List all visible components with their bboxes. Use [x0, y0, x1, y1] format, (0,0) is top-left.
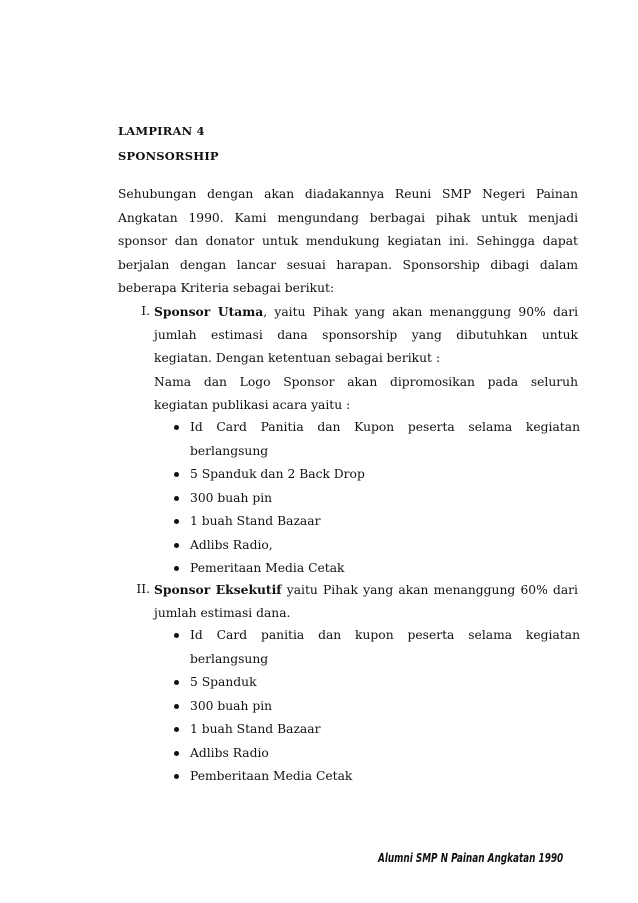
section-line: Sponsor Utama, yaitu Pihak yang akan menanggung 90% dari	[154, 304, 578, 319]
intro-paragraph	[118, 183, 578, 301]
bullet-icon	[174, 727, 179, 732]
section-numeral: I.	[141, 304, 150, 318]
intro-line: berjalan dengan lancar sesuai harapan. Sponsorship dibagi dalam	[118, 257, 578, 272]
section-numeral: II.	[136, 582, 150, 596]
list-item: Pemeritaan Media Cetak	[174, 557, 580, 581]
list-item: 1 buah Stand Bazaar	[174, 510, 580, 534]
heading-lampiran: LAMPIRAN 4	[118, 124, 205, 138]
bullet-icon	[174, 566, 179, 571]
bullet-icon	[174, 633, 179, 638]
list-item-continuation: berlangsung	[190, 443, 269, 458]
bullet-icon	[174, 704, 179, 709]
bullet-icon	[174, 425, 179, 430]
section-line: jumlah estimasi dana sponsorship yang dibutuhkan untuk	[154, 327, 578, 342]
list-item: Id Card Panitia dan Kupon peserta selama kegiatan	[174, 416, 580, 440]
list-item: Pemberitaan Media Cetak	[174, 765, 580, 789]
list-item: 300 buah pin	[174, 487, 580, 511]
section-line: Nama dan Logo Sponsor akan dipromosikan pada seluruh	[154, 374, 578, 389]
section-line: kegiatan. Dengan ketentuan sebagai berikut :	[154, 351, 441, 365]
list-item: Adlibs Radio,	[174, 534, 580, 558]
page-footer: Alumni SMP N Painan Angkatan 1990	[378, 851, 564, 865]
list-item: Adlibs Radio	[174, 742, 580, 766]
bullet-icon	[174, 519, 179, 524]
list-item-continuation: berlangsung	[190, 651, 269, 666]
section-title: Sponsor Eksekutif	[154, 582, 282, 597]
bullet-icon	[174, 751, 179, 756]
bullet-icon	[174, 774, 179, 779]
bullet-icon	[174, 472, 179, 477]
intro-line: beberapa Kriteria sebagai berikut:	[118, 281, 335, 295]
bullet-icon	[174, 680, 179, 685]
section-title: Sponsor Utama	[154, 304, 264, 319]
heading-sponsorship: SPONSORSHIP	[118, 149, 219, 163]
section-line: Sponsor Eksekutif yaitu Pihak yang akan menanggung 60% dari	[154, 582, 578, 597]
section-line: kegiatan publikasi acara yaitu :	[154, 398, 351, 412]
list-item: 5 Spanduk	[174, 671, 580, 695]
bullet-icon	[174, 543, 179, 548]
intro-line: Sehubungan dengan akan diadakannya Reuni SMP Negeri Painan	[118, 187, 578, 201]
intro-line: sponsor dan donator untuk mendukung kegiatan ini. Sehingga dapat	[118, 234, 578, 248]
list-item: 1 buah Stand Bazaar	[174, 718, 580, 742]
list-item: 300 buah pin	[174, 695, 580, 719]
list-item: 5 Spanduk dan 2 Back Drop	[174, 463, 580, 487]
section-line: jumlah estimasi dana.	[154, 605, 291, 620]
intro-line: Angkatan 1990. Kami mengundang berbagai pihak untuk menjadi	[118, 210, 578, 225]
list-item: Id Card panitia dan kupon peserta selama kegiatan	[174, 624, 580, 648]
bullet-icon	[174, 496, 179, 501]
